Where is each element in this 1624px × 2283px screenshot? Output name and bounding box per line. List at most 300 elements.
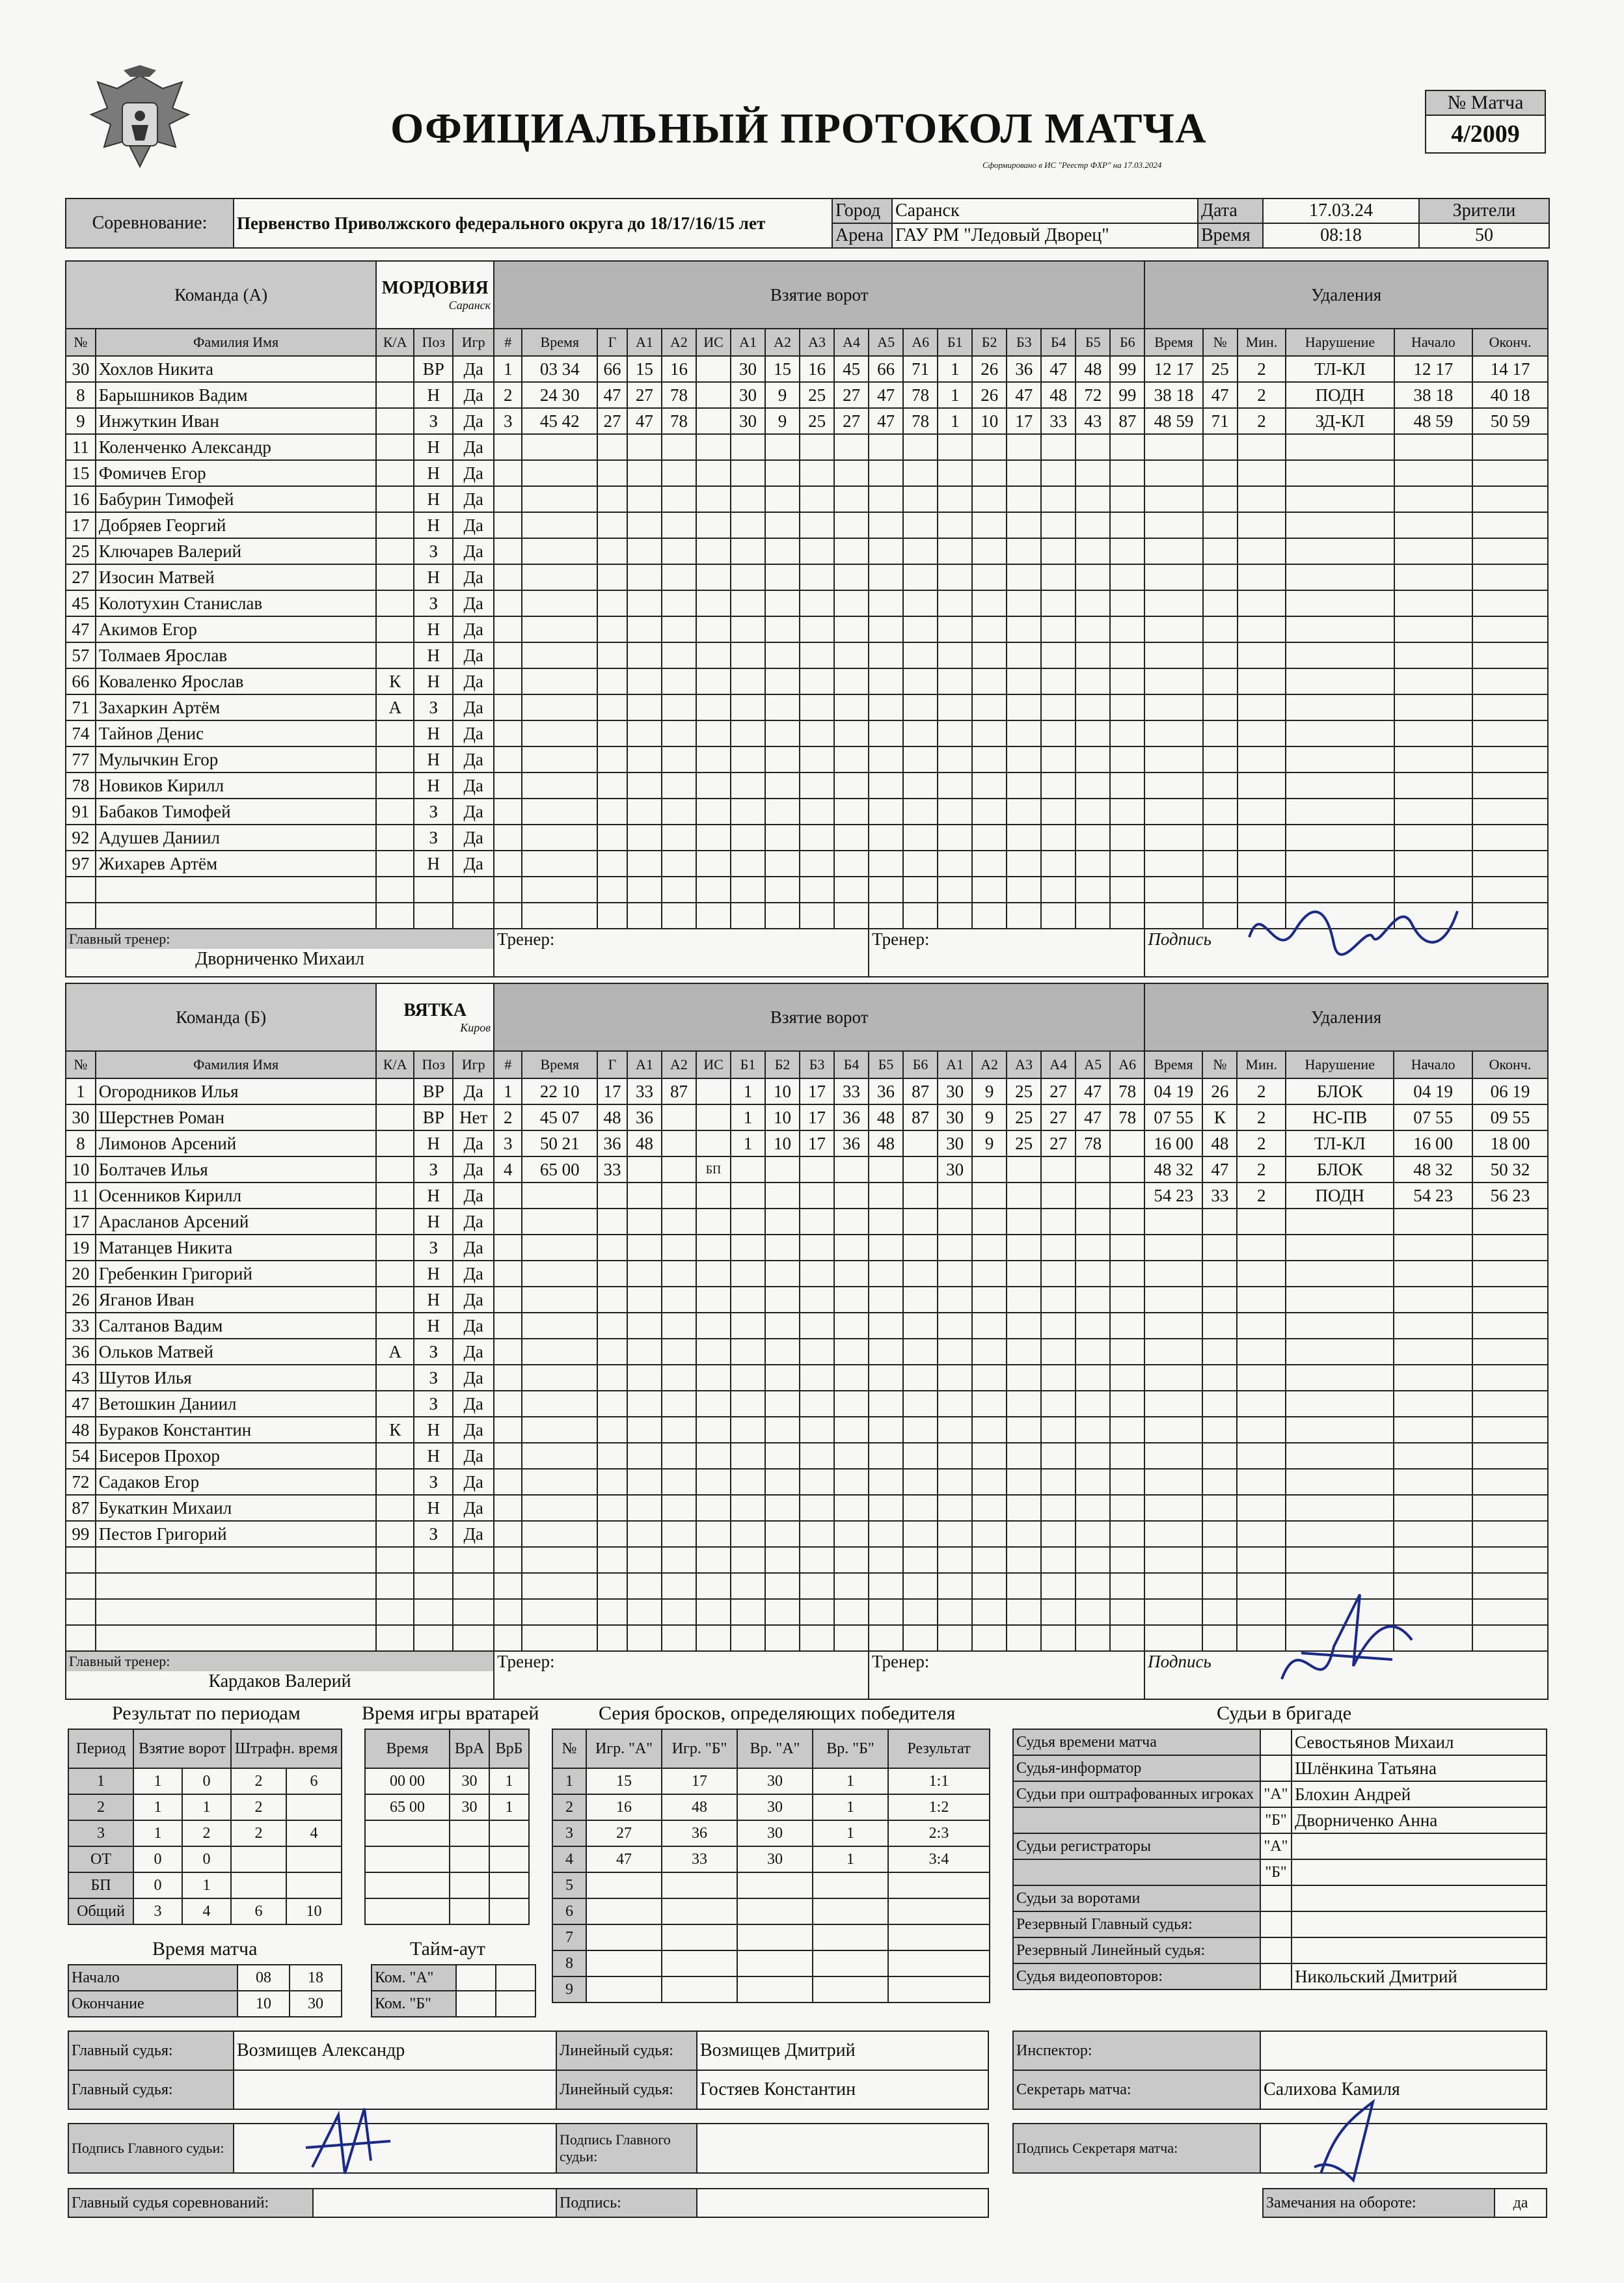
team_a-goal-cell <box>1076 460 1110 486</box>
team_a-player-cell: А <box>376 694 414 720</box>
sig-main-2 <box>697 2124 988 2173</box>
team_a-goal-cell <box>597 512 627 538</box>
team_b-player-cell: Ветошкин Даниил <box>96 1391 376 1417</box>
linesman-label-2: Линейный судья: <box>556 2070 697 2109</box>
team_b-goal-cell <box>696 1130 731 1156</box>
team_a-goal-cell <box>731 616 765 642</box>
team_b-col-goal: А1 <box>938 1051 972 1078</box>
team_b-player-cell <box>66 1599 96 1625</box>
shootout-cell: 1:2 <box>888 1794 990 1820</box>
goalie-cell <box>450 1820 489 1846</box>
team_b-goal-cell: 9 <box>972 1104 1007 1130</box>
team_b-goal-cell <box>696 1547 731 1573</box>
team_a-goal-cell <box>1076 434 1110 460</box>
goalie-cell: 30 <box>450 1794 489 1820</box>
team_b-player-cell: 43 <box>66 1365 96 1391</box>
team_a-goal-cell <box>731 486 765 512</box>
inspector-table <box>1012 2030 1547 2110</box>
team_a-penalty-cell <box>1144 877 1202 903</box>
team_b-coach-1: Тренер: <box>494 1651 869 1699</box>
team_b-goal-cell <box>597 1391 627 1417</box>
team_b-row <box>66 1547 1548 1573</box>
team_b-goal-cell <box>1041 1209 1076 1235</box>
team_a-goal-cell <box>1076 538 1110 564</box>
team_a-goal-cell <box>1041 460 1076 486</box>
team_a-goal-cell: 99 <box>1110 356 1144 382</box>
team_a-player-cell: Н <box>414 382 453 408</box>
team_b-player-cell: 17 <box>66 1209 96 1235</box>
team_a-penalty-cell: 48 59 <box>1144 408 1202 434</box>
team_b-goal-cell <box>800 1365 834 1391</box>
team_b-goal-cell <box>597 1599 627 1625</box>
team_b-goal-cell <box>522 1417 597 1443</box>
team_b-player-cell: Н <box>414 1495 453 1521</box>
team_a-goal-cell <box>522 512 597 538</box>
team_a-player-cell: К <box>376 668 414 694</box>
team_b-penalty-cell <box>1237 1261 1286 1287</box>
team_a-goal-cell <box>494 851 522 877</box>
team_a-player-cell: 15 <box>66 460 96 486</box>
team_b-player-cell <box>96 1573 376 1599</box>
team_a-goal-cell: 25 <box>800 382 834 408</box>
team_a-goal-cell <box>1041 903 1076 929</box>
team_b-goal-cell <box>1041 1261 1076 1287</box>
shootout-cell: 33 <box>662 1846 737 1872</box>
team_b-player-cell <box>376 1235 414 1261</box>
team_a-player-cell: Н <box>414 460 453 486</box>
team_a-goal-cell <box>597 434 627 460</box>
team_b-player-cell: Букаткин Михаил <box>96 1495 376 1521</box>
team_a-penalty-cell: ТЛ-КЛ <box>1286 356 1394 382</box>
team_b-player-cell: Н <box>414 1443 453 1469</box>
team_b-penalty-cell: 07 55 <box>1394 1104 1472 1130</box>
team_a-goal-cell <box>662 746 696 772</box>
team_a-goal-cell <box>869 564 903 590</box>
team_a-head-coach: Главный тренер: Дворниченко Михаил <box>66 929 494 977</box>
team_b-goal-cell <box>662 1209 696 1235</box>
team_b-goal-cell <box>903 1209 938 1235</box>
team_a-goal-cell <box>1110 486 1144 512</box>
team_a-penalty-cell <box>1144 616 1202 642</box>
team_a-goal-cell <box>1076 694 1110 720</box>
team_a-goal-cell <box>494 512 522 538</box>
team_b-goal-cell: 47 <box>1076 1104 1110 1130</box>
team_a-player-cell: Н <box>414 772 453 799</box>
team_a-goal-cell <box>1076 903 1110 929</box>
team_a-goal-cell <box>494 564 522 590</box>
team_b-goal-cell <box>522 1183 597 1209</box>
team_b-goal-cell <box>494 1313 522 1339</box>
team_b-penalty-cell <box>1472 1573 1548 1599</box>
team_a-goal-cell <box>522 772 597 799</box>
shootout-cell <box>586 1924 662 1950</box>
team_a-penalty-cell <box>1144 538 1202 564</box>
goalie-col: ВрБ <box>489 1729 529 1768</box>
team_b-goal-cell <box>1041 1156 1076 1183</box>
shootout-cell <box>737 1924 813 1950</box>
shootout-col: Вр. "А" <box>737 1729 813 1768</box>
team_b-goal-cell: 50 21 <box>522 1130 597 1156</box>
team_b-goal-cell <box>834 1365 869 1391</box>
team_b-goal-cell: 1 <box>731 1104 765 1130</box>
team_b-penalty-cell: ПОДН <box>1286 1183 1394 1209</box>
team_b-goal-cell <box>1110 1209 1144 1235</box>
team_a-goal-cell <box>938 720 972 746</box>
team_b-penalty-cell: К <box>1202 1104 1237 1130</box>
team_b-goal-cell <box>662 1104 696 1130</box>
team_a-row <box>66 590 1548 616</box>
team_a-goal-cell <box>597 877 627 903</box>
team_a-penalty-cell <box>1238 460 1286 486</box>
team_b-goal-cell <box>765 1235 800 1261</box>
shootout-cell: 16 <box>586 1794 662 1820</box>
periods-cell: БП <box>68 1872 133 1898</box>
team_b-col-goal: А2 <box>662 1051 696 1078</box>
team_b-goal-cell <box>869 1156 903 1183</box>
team_b-goal-cell <box>938 1313 972 1339</box>
team_b-penalty-cell <box>1144 1235 1202 1261</box>
team_a-goal-cell <box>627 772 662 799</box>
team_b-penalty-cell <box>1472 1261 1548 1287</box>
team_b-penalty-cell <box>1144 1443 1202 1469</box>
team_b-col-goal: Б4 <box>834 1051 869 1078</box>
team_a-goal-cell <box>869 538 903 564</box>
team_b-player-cell <box>376 1391 414 1417</box>
team_b-penalty-cell <box>1394 1391 1472 1417</box>
team_a-player-cell <box>376 642 414 668</box>
team_a-goal-cell <box>1110 903 1144 929</box>
team_a-player-cell: Ключарев Валерий <box>96 538 376 564</box>
team_b-goal-cell <box>800 1625 834 1651</box>
team_a-goal-cell <box>662 486 696 512</box>
team_a-player-cell <box>376 772 414 799</box>
team_a-col-penalty: Время <box>1144 329 1202 356</box>
team_b-player-cell <box>96 1599 376 1625</box>
team_b-goal-cell <box>1007 1287 1041 1313</box>
team_b-goal-cell <box>869 1469 903 1495</box>
team_b-goal-cell <box>972 1235 1007 1261</box>
team_a-goal-cell: 1 <box>938 356 972 382</box>
team_a-player-cell <box>376 356 414 382</box>
team_a-goal-cell <box>1007 486 1041 512</box>
team_a-goal-cell <box>1076 512 1110 538</box>
team_b-goal-cell <box>696 1599 731 1625</box>
team_a-goal-cell <box>1041 642 1076 668</box>
team_a-goal-cell <box>1110 642 1144 668</box>
team_a-player-cell <box>453 877 494 903</box>
team_a-goal-cell <box>627 616 662 642</box>
team_a-player-cell: З <box>414 799 453 825</box>
team_a-goal-cell <box>834 903 869 929</box>
team_b-penalty-cell <box>1202 1261 1237 1287</box>
team_b-goal-cell <box>938 1599 972 1625</box>
team_b-goal-cell <box>1007 1391 1041 1417</box>
team_a-penalty-cell <box>1238 720 1286 746</box>
team_b-col-player: № <box>66 1051 96 1078</box>
team_a-goal-cell: 26 <box>972 356 1007 382</box>
team_a-player-cell: 77 <box>66 746 96 772</box>
team_a-goal-cell <box>834 851 869 877</box>
team_a-goal-cell <box>522 668 597 694</box>
team_b-penalty-cell <box>1237 1547 1286 1573</box>
team_b-goal-cell <box>1110 1235 1144 1261</box>
team_b-player-cell <box>376 1104 414 1130</box>
team_b-goal-cell <box>1007 1313 1041 1339</box>
team_b-col-penalty: Нарушение <box>1286 1051 1394 1078</box>
team_a-goal-cell <box>834 694 869 720</box>
team_a-goal-cell <box>731 903 765 929</box>
team_b-player-cell <box>96 1625 376 1651</box>
team_a-goal-cell <box>903 825 938 851</box>
team_b-goal-cell <box>696 1417 731 1443</box>
team_a-goal-cell <box>800 642 834 668</box>
team_a-player-cell <box>414 877 453 903</box>
team_b-goal-cell <box>1110 1130 1144 1156</box>
team_a-goal-cell <box>662 877 696 903</box>
team_b-goal-cell <box>869 1495 903 1521</box>
team_b-signature: Подпись <box>1144 1651 1548 1699</box>
team_a-row <box>66 668 1548 694</box>
team_a-penalty-cell: 25 <box>1203 356 1238 382</box>
team_a-col-player: К/А <box>376 329 414 356</box>
team_a-goal-cell <box>834 642 869 668</box>
team_b-goal-cell <box>731 1625 765 1651</box>
team_a-player-cell: З <box>414 408 453 434</box>
team_b-goal-cell <box>597 1625 627 1651</box>
team_a-goal-cell <box>903 590 938 616</box>
team_b-goal-cell <box>938 1625 972 1651</box>
team_b-goal-cell <box>1076 1521 1110 1547</box>
team_b-goal-cell: 1 <box>731 1130 765 1156</box>
team_b-goal-cell <box>1110 1183 1144 1209</box>
team_b-goal-cell <box>834 1183 869 1209</box>
team_b-goal-cell <box>731 1235 765 1261</box>
team_b-goal-cell <box>1041 1391 1076 1417</box>
official-role: Резервный Главный судья: <box>1013 1911 1260 1937</box>
team_a-goal-cell <box>972 460 1007 486</box>
team_a-goal-cell <box>1076 668 1110 694</box>
team_a-goal-cell: 87 <box>1110 408 1144 434</box>
team_a-player-cell: Да <box>453 668 494 694</box>
team_b-goal-cell: 78 <box>1110 1078 1144 1104</box>
team_a-goal-cell <box>494 903 522 929</box>
team_b-penalty-cell <box>1394 1521 1472 1547</box>
team_b-goal-cell <box>662 1521 696 1547</box>
goalie-cell: 1 <box>489 1768 529 1794</box>
team_b-goal-cell <box>1041 1365 1076 1391</box>
team_a-goal-cell: 47 <box>627 408 662 434</box>
team_b-goal-cell <box>834 1573 869 1599</box>
team_a-penalty-cell <box>1203 877 1238 903</box>
team_a-penalty-cell <box>1203 772 1238 799</box>
team_a-penalty-cell <box>1203 512 1238 538</box>
team_a-goal-cell <box>1007 642 1041 668</box>
team_a-col-goal: А2 <box>765 329 800 356</box>
team_a-player-cell: 47 <box>66 616 96 642</box>
team_a-penalty-cell <box>1144 564 1202 590</box>
team_b-goal-cell <box>1076 1156 1110 1183</box>
team_a-penalty-cell <box>1286 590 1394 616</box>
team_b-goal-cell <box>1076 1625 1110 1651</box>
official-role: Судья видеоповторов: <box>1013 1963 1260 1989</box>
team_b-goal-cell <box>869 1339 903 1365</box>
team_a-goal-cell <box>938 616 972 642</box>
official-role: Судьи регистраторы <box>1013 1833 1260 1859</box>
shootout-cell <box>737 1872 813 1898</box>
team_a-row <box>66 851 1548 877</box>
team_a-goal-cell <box>903 851 938 877</box>
periods-cell <box>231 1846 286 1872</box>
team_a-player-cell: Мулычкин Егор <box>96 746 376 772</box>
team_b-goals-title: Взятие ворот <box>494 983 1144 1051</box>
team_b-goal-cell <box>662 1287 696 1313</box>
team_a-goal-cell <box>1041 616 1076 642</box>
official-name <box>1292 1885 1547 1911</box>
team_a-goal-cell <box>972 590 1007 616</box>
shootout-cell: 1 <box>552 1768 586 1794</box>
team_a-goal-cell <box>696 356 731 382</box>
team_b-goal-cell <box>765 1547 800 1573</box>
team_a-penalty-cell <box>1472 851 1548 877</box>
match-start-label: Начало <box>68 1965 237 1991</box>
team_b-player-cell: Нет <box>453 1104 494 1130</box>
team_b-player-cell: 11 <box>66 1183 96 1209</box>
team_a-goal-cell <box>1041 564 1076 590</box>
team_a-goal-cell <box>938 851 972 877</box>
team_a-goal-cell <box>522 616 597 642</box>
team_a-row <box>66 642 1548 668</box>
team_a-goal-cell <box>903 694 938 720</box>
team_b-goal-cell <box>696 1104 731 1130</box>
signature-team-a <box>1236 885 1483 976</box>
team_a-goal-cell <box>1110 590 1144 616</box>
periods-cell: 1 <box>182 1794 231 1820</box>
team_a-player-cell: 25 <box>66 538 96 564</box>
team_a-goal-cell <box>627 486 662 512</box>
team_b-penalty-cell <box>1237 1495 1286 1521</box>
team_a-player-cell <box>376 512 414 538</box>
team_a-goal-cell: 24 30 <box>522 382 597 408</box>
team_a-goal-cell <box>972 538 1007 564</box>
team_a-player-cell: Адушев Даниил <box>96 825 376 851</box>
team_a-penalty-cell <box>1203 903 1238 929</box>
team_b-row <box>66 1183 1548 1209</box>
team_b-player-cell <box>453 1547 494 1573</box>
team_a-penalty-cell: 71 <box>1203 408 1238 434</box>
team_b-penalty-cell <box>1286 1339 1394 1365</box>
team_b-goal-cell: 33 <box>627 1078 662 1104</box>
team_a-goal-cell <box>869 799 903 825</box>
team_a-player-cell <box>376 564 414 590</box>
team_b-goal-cell <box>765 1209 800 1235</box>
team_b-goal-cell <box>662 1417 696 1443</box>
team_a-player-cell: Да <box>453 642 494 668</box>
team_b-penalty-cell <box>1286 1547 1394 1573</box>
team_a-penalty-cell <box>1472 668 1548 694</box>
team_b-goal-cell <box>869 1521 903 1547</box>
team_b-goal-cell <box>1041 1599 1076 1625</box>
team_b-player-cell: 19 <box>66 1235 96 1261</box>
team_a-penalty-cell: ПОДН <box>1286 382 1394 408</box>
team_a-goal-cell: 48 <box>1076 356 1110 382</box>
team_a-goal-cell <box>972 694 1007 720</box>
team_b-goal-cell <box>869 1599 903 1625</box>
team_b-goal-cell <box>1007 1365 1041 1391</box>
shootout-cell <box>586 1950 662 1976</box>
team_a-penalty-cell <box>1144 486 1202 512</box>
team_a-goal-cell <box>938 799 972 825</box>
team_b-player-cell: Да <box>453 1313 494 1339</box>
team_b-goal-cell: 65 00 <box>522 1156 597 1183</box>
team_a-player-cell: 45 <box>66 590 96 616</box>
goalie-cell: 65 00 <box>365 1794 450 1820</box>
team_a-player-cell: 8 <box>66 382 96 408</box>
shootout-cell: 30 <box>737 1794 813 1820</box>
team_b-goal-cell <box>765 1339 800 1365</box>
team_b-penalty-cell <box>1394 1547 1472 1573</box>
goalie-cell: 1 <box>489 1794 529 1820</box>
team_b-goal-cell <box>522 1443 597 1469</box>
team_b-goal-cell <box>522 1261 597 1287</box>
team_b-goal-cell <box>834 1417 869 1443</box>
team_b-goal-cell <box>1076 1365 1110 1391</box>
team_b-goal-cell <box>662 1130 696 1156</box>
team_b-penalty-cell <box>1237 1287 1286 1313</box>
team_a-player-cell: Да <box>453 538 494 564</box>
team_a-penalty-cell: 12 17 <box>1144 356 1202 382</box>
team_b-penalty-cell: 47 <box>1202 1156 1237 1183</box>
team_a-goal-cell <box>1007 772 1041 799</box>
official-role <box>1013 1859 1260 1885</box>
team_a-goal-cell <box>1076 746 1110 772</box>
team_b-penalty-cell <box>1202 1365 1237 1391</box>
secretary-label: Секретарь матча: <box>1013 2070 1260 2109</box>
team_b-player-cell <box>376 1365 414 1391</box>
team_b-penalty-cell <box>1394 1313 1472 1339</box>
goalie-cell <box>489 1820 529 1846</box>
team_a-goal-cell <box>627 799 662 825</box>
team_b-goal-cell <box>597 1287 627 1313</box>
team_b-goal-cell <box>869 1209 903 1235</box>
team_a-goal-cell <box>1041 772 1076 799</box>
periods-col: Штрафн. время <box>231 1729 342 1768</box>
team_a-player-cell <box>96 903 376 929</box>
official-side <box>1260 1963 1292 1989</box>
official-side: "Б" <box>1260 1807 1292 1833</box>
team_a-penalty-cell <box>1472 877 1548 903</box>
team_b-row <box>66 1495 1548 1521</box>
team_a-player-cell: Да <box>453 382 494 408</box>
team_b-goal-cell: БП <box>696 1156 731 1183</box>
team_b-player-cell <box>376 1547 414 1573</box>
team_b-goal-cell <box>627 1235 662 1261</box>
team_a-goal-cell: 43 <box>1076 408 1110 434</box>
team_a-penalty-cell <box>1238 642 1286 668</box>
shootout-cell <box>662 1950 737 1976</box>
team_a-player-cell: 9 <box>66 408 96 434</box>
team_b-goal-cell <box>938 1235 972 1261</box>
team_a-goal-cell <box>765 694 800 720</box>
team_a-goal-cell <box>1041 851 1076 877</box>
team_a-goal-cell <box>662 851 696 877</box>
team_a-row <box>66 538 1548 564</box>
team_a-goal-cell <box>696 903 731 929</box>
team_b-goal-cell <box>696 1287 731 1313</box>
team_b-penalty-cell <box>1237 1417 1286 1443</box>
team_a-player-cell <box>414 903 453 929</box>
team_b-penalty-cell <box>1144 1573 1202 1599</box>
team_a-player-cell <box>453 903 494 929</box>
